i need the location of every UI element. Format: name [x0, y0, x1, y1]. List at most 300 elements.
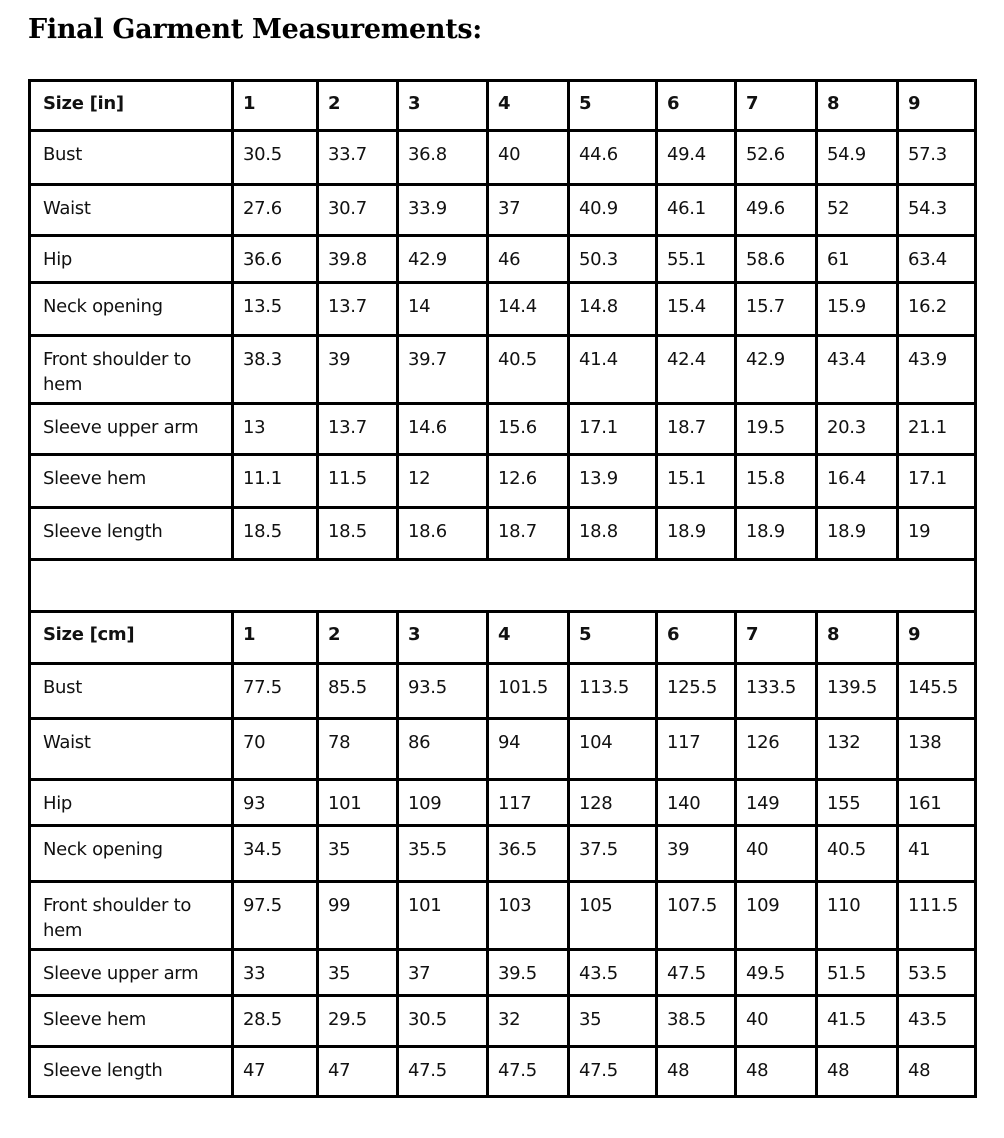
- cell-text: 42.9: [746, 349, 785, 370]
- cell-text: 12: [408, 468, 431, 489]
- measurement-cell: [817, 336, 898, 404]
- cell-text: 77.5: [243, 677, 282, 698]
- cell-text: 46.1: [667, 198, 706, 219]
- table-row: [30, 455, 976, 508]
- table-row: [30, 508, 976, 560]
- cell-text: 138: [908, 732, 942, 753]
- size-header-6: [657, 612, 736, 664]
- cell-text: 47.5: [408, 1060, 447, 1081]
- cell-text: 99: [328, 895, 351, 916]
- cell-text: Size [cm]: [43, 624, 135, 645]
- measurement-cell: [657, 780, 736, 826]
- measurement-cell: [569, 404, 657, 455]
- cell-text: 126: [746, 732, 780, 753]
- measurement-cell: [233, 236, 318, 283]
- row-label-neck-opening: [30, 826, 233, 882]
- cell-text: 36.6: [243, 249, 282, 270]
- measurement-cell: [569, 826, 657, 882]
- size-header-3: [398, 612, 488, 664]
- cell-text: 40: [746, 1009, 769, 1030]
- cell-text: 117: [667, 732, 701, 753]
- measurement-cell: [817, 185, 898, 236]
- cell-text: Sleeve hem: [43, 1009, 147, 1030]
- measurement-cell: [898, 508, 976, 560]
- row-label-sleeve-length: [30, 508, 233, 560]
- cell-text: Bust: [43, 144, 82, 165]
- cell-text: 48: [746, 1060, 769, 1081]
- cell-text: 18.5: [328, 521, 367, 542]
- cell-text: 41.4: [579, 349, 618, 370]
- size-header-8: [817, 81, 898, 131]
- cell-text: 155: [827, 793, 861, 814]
- cell-text: 18.6: [408, 521, 447, 542]
- cell-text: Sleeve hem: [43, 468, 147, 489]
- cell-text: 103: [498, 895, 532, 916]
- measurement-cell: [398, 996, 488, 1047]
- measurement-cell: [898, 1047, 976, 1097]
- measurement-cell: [569, 283, 657, 336]
- measurement-cell: [488, 882, 569, 950]
- table-row: [30, 336, 976, 404]
- measurement-cell: [488, 508, 569, 560]
- size-unit-header: [30, 81, 233, 131]
- measurement-cell: [488, 236, 569, 283]
- measurement-cell: [318, 455, 398, 508]
- cell-text: Bust: [43, 677, 82, 698]
- cell-text: 13.7: [328, 296, 367, 317]
- cell-text: 39.8: [328, 249, 367, 270]
- row-label-sleeve-length: [30, 1047, 233, 1097]
- cell-text: 48: [908, 1060, 931, 1081]
- row-label-waist: [30, 719, 233, 780]
- measurement-cell: [736, 336, 817, 404]
- row-label-neck-opening: [30, 283, 233, 336]
- cell-text: 9: [908, 624, 921, 645]
- cell-text: 43.4: [827, 349, 866, 370]
- measurement-cell: [318, 996, 398, 1047]
- cell-text: 104: [579, 732, 613, 753]
- row-label-front-shoulder-to-hem: [30, 882, 233, 950]
- measurement-cell: [898, 236, 976, 283]
- cell-text: 3: [408, 93, 421, 114]
- cell-text: 13.5: [243, 296, 282, 317]
- cell-text: Waist: [43, 732, 91, 753]
- table-row: [30, 826, 976, 882]
- measurement-cell: [898, 996, 976, 1047]
- table-spacer-row: [30, 560, 976, 612]
- measurement-cell: [898, 950, 976, 996]
- size-header-2: [318, 612, 398, 664]
- cell-text: 5: [579, 624, 592, 645]
- table-row: [30, 780, 976, 826]
- cell-text: 37: [408, 963, 431, 984]
- spacer-cell: [30, 560, 976, 612]
- measurement-cell: [318, 185, 398, 236]
- measurement-cell: [657, 508, 736, 560]
- measurement-cell: [398, 719, 488, 780]
- measurement-cell: [736, 1047, 817, 1097]
- cell-text: 35: [579, 1009, 602, 1030]
- cell-text: 42.9: [408, 249, 447, 270]
- cell-text: 15.4: [667, 296, 706, 317]
- cell-text: 13: [243, 417, 266, 438]
- cell-text: 41.5: [827, 1009, 866, 1030]
- cell-text: 117: [498, 793, 532, 814]
- cell-text: 125.5: [667, 677, 718, 698]
- cell-text: 101: [328, 793, 362, 814]
- cell-text: 13.9: [579, 468, 618, 489]
- cell-text: 93: [243, 793, 266, 814]
- cell-text: 13.7: [328, 417, 367, 438]
- measurement-cell: [318, 664, 398, 719]
- measurement-cell: [569, 508, 657, 560]
- row-label-sleeve-hem: [30, 455, 233, 508]
- measurement-cell: [318, 950, 398, 996]
- cell-text: 54.9: [827, 144, 866, 165]
- measurement-cell: [488, 185, 569, 236]
- measurement-cell: [318, 131, 398, 185]
- size-header-3: [398, 81, 488, 131]
- measurement-cell: [817, 283, 898, 336]
- measurement-cell: [233, 185, 318, 236]
- measurement-cell: [736, 664, 817, 719]
- size-header-1: [233, 612, 318, 664]
- cell-text: 37: [498, 198, 521, 219]
- measurement-cell: [318, 1047, 398, 1097]
- page-title: Final Garment Measurements:: [28, 14, 482, 45]
- cell-text: 15.6: [498, 417, 537, 438]
- cell-text: Waist: [43, 198, 91, 219]
- cell-text: 38.5: [667, 1009, 706, 1030]
- measurement-cell: [398, 664, 488, 719]
- cell-text: 15.9: [827, 296, 866, 317]
- cell-text: 15.8: [746, 468, 785, 489]
- cell-text: 7: [746, 93, 759, 114]
- measurement-cell: [817, 996, 898, 1047]
- size-header-6: [657, 81, 736, 131]
- measurement-cell: [817, 455, 898, 508]
- cell-text: 8: [827, 93, 840, 114]
- cell-text: 61: [827, 249, 850, 270]
- measurement-cell: [398, 336, 488, 404]
- measurement-cell: [898, 719, 976, 780]
- measurement-cell: [569, 236, 657, 283]
- measurement-cell: [569, 882, 657, 950]
- measurement-cell: [398, 131, 488, 185]
- inch-header-row: [30, 81, 976, 131]
- cell-text: 161: [908, 793, 942, 814]
- cell-text: 18.9: [827, 521, 866, 542]
- measurement-cell: [898, 780, 976, 826]
- cell-text: 1: [243, 93, 256, 114]
- measurement-cell: [898, 882, 976, 950]
- measurement-cell: [898, 185, 976, 236]
- table-row: [30, 882, 976, 950]
- cell-text: 40: [746, 839, 769, 860]
- measurement-cell: [398, 826, 488, 882]
- size-header-8: [817, 612, 898, 664]
- measurement-cell: [233, 404, 318, 455]
- measurement-cell: [398, 882, 488, 950]
- measurement-cell: [569, 455, 657, 508]
- measurement-cell: [398, 508, 488, 560]
- measurement-cell: [318, 508, 398, 560]
- cell-text: Sleeve length: [43, 521, 163, 542]
- cell-text: 30.5: [243, 144, 282, 165]
- measurement-cell: [398, 404, 488, 455]
- cell-text: 29.5: [328, 1009, 367, 1030]
- measurement-cell: [233, 826, 318, 882]
- cell-text: 36.8: [408, 144, 447, 165]
- cell-text: Sleeve upper arm: [43, 417, 199, 438]
- cell-text: 42.4: [667, 349, 706, 370]
- cell-text: Sleeve upper arm: [43, 963, 199, 984]
- cell-text: 49.6: [746, 198, 785, 219]
- size-header-5: [569, 81, 657, 131]
- measurement-cell: [318, 283, 398, 336]
- measurement-cell: [736, 508, 817, 560]
- measurement-cell: [488, 950, 569, 996]
- cell-text: 36.5: [498, 839, 537, 860]
- measurement-cell: [398, 780, 488, 826]
- measurement-cell: [318, 404, 398, 455]
- measurement-cell: [569, 996, 657, 1047]
- cell-text: 93.5: [408, 677, 447, 698]
- cell-text: 47.5: [498, 1060, 537, 1081]
- measurement-cell: [233, 996, 318, 1047]
- cell-text: 27.6: [243, 198, 282, 219]
- measurement-cell: [817, 719, 898, 780]
- measurement-cell: [817, 882, 898, 950]
- measurement-cell: [233, 336, 318, 404]
- measurement-cell: [898, 455, 976, 508]
- cell-text: 40: [498, 144, 521, 165]
- measurement-cell: [233, 950, 318, 996]
- measurement-cell: [657, 996, 736, 1047]
- table-row: [30, 996, 976, 1047]
- table-row: [30, 719, 976, 780]
- cell-text: 6: [667, 93, 680, 114]
- cell-text: 19.5: [746, 417, 785, 438]
- cell-text: 101.5: [498, 677, 549, 698]
- cell-text: 132: [827, 732, 861, 753]
- cell-text: 30.5: [408, 1009, 447, 1030]
- measurement-cell: [898, 131, 976, 185]
- row-label-hip: [30, 780, 233, 826]
- cell-text: 105: [579, 895, 613, 916]
- row-label-waist: [30, 185, 233, 236]
- measurement-cell: [233, 780, 318, 826]
- cell-text: 43.5: [579, 963, 618, 984]
- cell-text: 34.5: [243, 839, 282, 860]
- measurement-cell: [569, 664, 657, 719]
- measurement-cell: [817, 404, 898, 455]
- measurement-cell: [488, 826, 569, 882]
- cell-text: 52: [827, 198, 850, 219]
- size-header-2: [318, 81, 398, 131]
- cell-text: 47.5: [579, 1060, 618, 1081]
- measurement-cell: [736, 236, 817, 283]
- cell-text: 85.5: [328, 677, 367, 698]
- measurement-cell: [657, 131, 736, 185]
- cell-text: 139.5: [827, 677, 878, 698]
- cell-text: 35.5: [408, 839, 447, 860]
- measurement-cell: [898, 664, 976, 719]
- measurement-cell: [817, 664, 898, 719]
- measurement-cell: [657, 336, 736, 404]
- cell-text: 43.5: [908, 1009, 947, 1030]
- cell-text: 30.7: [328, 198, 367, 219]
- measurement-cell: [488, 719, 569, 780]
- table-row: [30, 236, 976, 283]
- row-label-sleeve-upper-arm: [30, 404, 233, 455]
- cell-text: 33.7: [328, 144, 367, 165]
- row-label-hip: [30, 236, 233, 283]
- cell-text: 6: [667, 624, 680, 645]
- cell-text: 14.8: [579, 296, 618, 317]
- cell-text: 86: [408, 732, 431, 753]
- cell-text: 16.2: [908, 296, 947, 317]
- measurement-cell: [817, 950, 898, 996]
- measurement-cell: [898, 826, 976, 882]
- cell-text: 63.4: [908, 249, 947, 270]
- cell-text: 109: [746, 895, 780, 916]
- cell-text: 35: [328, 839, 351, 860]
- measurement-cell: [318, 882, 398, 950]
- cell-text: 58.6: [746, 249, 785, 270]
- cell-text: 14.4: [498, 296, 537, 317]
- measurement-cell: [736, 404, 817, 455]
- cell-text: 18.7: [498, 521, 537, 542]
- size-header-5: [569, 612, 657, 664]
- measurement-cell: [657, 826, 736, 882]
- cell-text: 39: [328, 349, 351, 370]
- cell-text: 41: [908, 839, 931, 860]
- measurement-cell: [736, 950, 817, 996]
- cell-text: 39: [667, 839, 690, 860]
- cell-text: 54.3: [908, 198, 947, 219]
- measurement-cell: [318, 826, 398, 882]
- cell-text: 55.1: [667, 249, 706, 270]
- row-label-front-shoulder-to-hem: [30, 336, 233, 404]
- size-header-9: [898, 612, 976, 664]
- measurement-cell: [398, 185, 488, 236]
- size-header-4: [488, 81, 569, 131]
- measurement-cell: [736, 455, 817, 508]
- cell-text: Neck opening: [43, 296, 163, 317]
- measurement-cell: [398, 1047, 488, 1097]
- cell-text: 11.5: [328, 468, 367, 489]
- cell-text: 70: [243, 732, 266, 753]
- size-header-7: [736, 612, 817, 664]
- cell-text: 47: [328, 1060, 351, 1081]
- measurement-cell: [398, 236, 488, 283]
- measurement-cell: [233, 719, 318, 780]
- measurement-cell: [569, 1047, 657, 1097]
- measurement-cell: [817, 236, 898, 283]
- cell-text: 18.8: [579, 521, 618, 542]
- cell-text: 52.6: [746, 144, 785, 165]
- measurement-cell: [488, 404, 569, 455]
- row-label-bust: [30, 131, 233, 185]
- cell-text: 50.3: [579, 249, 618, 270]
- cell-text: 1: [243, 624, 256, 645]
- measurement-cell: [657, 719, 736, 780]
- cell-text: 7: [746, 624, 759, 645]
- measurement-cell: [488, 780, 569, 826]
- cell-text: 19: [908, 521, 931, 542]
- cell-text: 38.3: [243, 349, 282, 370]
- cell-text: 43.9: [908, 349, 947, 370]
- cell-text: 14: [408, 296, 431, 317]
- cell-text: 133.5: [746, 677, 797, 698]
- measurement-cell: [398, 283, 488, 336]
- cell-text: 40.5: [827, 839, 866, 860]
- measurement-cell: [233, 882, 318, 950]
- measurement-cell: [569, 719, 657, 780]
- size-unit-header: [30, 612, 233, 664]
- measurement-cell: [233, 283, 318, 336]
- cell-text: 47.5: [667, 963, 706, 984]
- measurement-cell: [817, 508, 898, 560]
- measurement-cell: [398, 455, 488, 508]
- cell-text: Front shoulder to hem: [43, 349, 192, 395]
- measurement-cell: [488, 996, 569, 1047]
- cell-text: 16.4: [827, 468, 866, 489]
- measurement-cell: [657, 236, 736, 283]
- measurement-cell: [817, 826, 898, 882]
- measurement-cell: [736, 996, 817, 1047]
- measurement-cell: [657, 950, 736, 996]
- table-row: [30, 131, 976, 185]
- measurement-cell: [488, 283, 569, 336]
- cell-text: 4: [498, 93, 511, 114]
- measurement-cell: [488, 131, 569, 185]
- measurement-cell: [736, 131, 817, 185]
- row-label-bust: [30, 664, 233, 719]
- cell-text: 18.9: [667, 521, 706, 542]
- measurement-cell: [488, 664, 569, 719]
- measurement-cell: [736, 780, 817, 826]
- cell-text: 110: [827, 895, 861, 916]
- measurement-cell: [569, 185, 657, 236]
- cell-text: 3: [408, 624, 421, 645]
- table-row: [30, 404, 976, 455]
- cell-text: 12.6: [498, 468, 537, 489]
- measurement-cell: [898, 283, 976, 336]
- cell-text: 94: [498, 732, 521, 753]
- cell-text: 57.3: [908, 144, 947, 165]
- measurement-cell: [657, 1047, 736, 1097]
- size-header-7: [736, 81, 817, 131]
- measurement-cell: [736, 185, 817, 236]
- measurement-cell: [736, 826, 817, 882]
- cell-text: 2: [328, 624, 341, 645]
- cell-text: Hip: [43, 793, 73, 814]
- cell-text: 111.5: [908, 895, 959, 916]
- cell-text: 53.5: [908, 963, 947, 984]
- cell-text: 149: [746, 793, 780, 814]
- measurement-cell: [233, 664, 318, 719]
- cell-text: Sleeve length: [43, 1060, 163, 1081]
- measurement-cell: [657, 185, 736, 236]
- cell-text: 4: [498, 624, 511, 645]
- measurement-cell: [233, 508, 318, 560]
- measurement-cell: [318, 780, 398, 826]
- measurement-cell: [736, 719, 817, 780]
- size-header-9: [898, 81, 976, 131]
- cell-text: 40.5: [498, 349, 537, 370]
